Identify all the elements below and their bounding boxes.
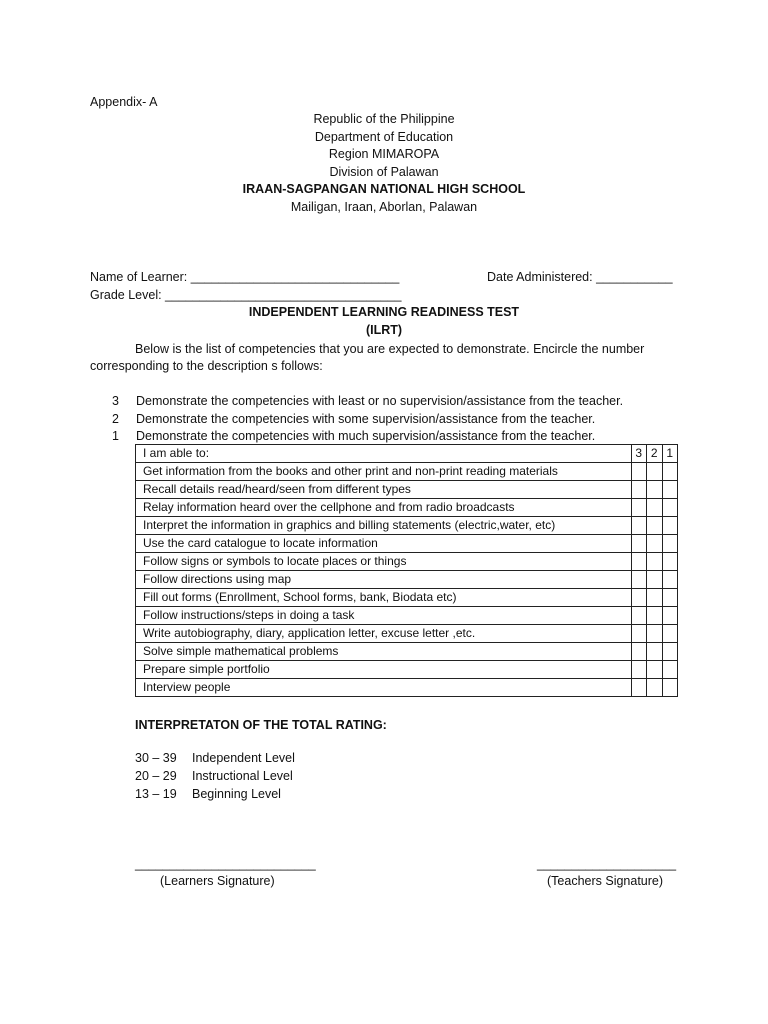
level-description <box>112 410 595 428</box>
rating-legend-item <box>135 749 295 767</box>
score-cell-3[interactable] <box>631 481 646 499</box>
teacher-signature-line[interactable]: ____________________ <box>537 857 677 871</box>
score-cell-3[interactable] <box>631 625 646 643</box>
teacher-signature-label: (Teachers Signature) <box>547 874 664 888</box>
score-cell-3[interactable] <box>631 589 646 607</box>
competency-cell: Interview people <box>136 679 632 697</box>
date-administered-field[interactable]: Date Administered: ___________ <box>487 270 673 284</box>
competency-cell: Relay information heard over the cellphone and from radio broadcasts <box>136 499 632 517</box>
level-text: Demonstrate the competencies with much supervision/assistance from the teacher. <box>136 429 596 443</box>
score-header-2: 2 <box>647 445 662 463</box>
table-row <box>136 607 678 625</box>
score-cell-2[interactable] <box>647 625 662 643</box>
table-header-row <box>136 445 678 463</box>
score-cell-3[interactable] <box>631 517 646 535</box>
table-row <box>136 679 678 697</box>
table-row <box>136 463 678 481</box>
competency-table <box>135 444 678 697</box>
table-row <box>136 553 678 571</box>
score-cell-1[interactable] <box>662 481 678 499</box>
interpretation-title: INTERPRETATON OF THE TOTAL RATING: <box>135 718 387 732</box>
test-abbreviation: (ILRT) <box>365 323 403 337</box>
header-school-name: IRAAN-SAGPANGAN NATIONAL HIGH SCHOOL <box>242 182 526 196</box>
score-cell-3[interactable] <box>631 499 646 517</box>
score-cell-3[interactable] <box>631 661 646 679</box>
appendix-label: Appendix- A <box>90 95 158 109</box>
score-cell-2[interactable] <box>647 553 662 571</box>
name-of-learner-field[interactable]: Name of Learner: ______________________________ <box>90 270 400 284</box>
score-cell-2[interactable] <box>647 571 662 589</box>
table-row <box>136 571 678 589</box>
header-division: Division of Palawan <box>329 164 439 179</box>
table-row <box>136 661 678 679</box>
competency-cell: Follow instructions/steps in doing a task <box>136 607 632 625</box>
level-description <box>112 392 623 410</box>
competency-cell: Recall details read/heard/seen from different types <box>136 481 632 499</box>
document-header <box>0 111 768 216</box>
score-cell-2[interactable] <box>647 517 662 535</box>
score-cell-2[interactable] <box>647 589 662 607</box>
table-row <box>136 499 678 517</box>
competency-cell: Prepare simple portfolio <box>136 661 632 679</box>
header-address: Mailigan, Iraan, Aborlan, Palawan <box>290 199 478 214</box>
score-cell-2[interactable] <box>647 607 662 625</box>
score-cell-2[interactable] <box>647 643 662 661</box>
competency-cell: Write autobiography, diary, application letter, excuse letter ,etc. <box>136 625 632 643</box>
score-cell-1[interactable] <box>662 589 678 607</box>
instructions-line-1: Below is the list of competencies that you are expected to demonstrate. Encircle the number <box>135 342 645 356</box>
competency-cell: Solve simple mathematical problems <box>136 643 632 661</box>
table-row <box>136 481 678 499</box>
score-cell-3[interactable] <box>631 571 646 589</box>
score-cell-1[interactable] <box>662 571 678 589</box>
table-row <box>136 589 678 607</box>
grade-level-field[interactable]: Grade Level: __________________________________ <box>90 288 402 302</box>
level-number: 1 <box>112 429 119 443</box>
competency-cell: Use the card catalogue to locate information <box>136 535 632 553</box>
score-cell-1[interactable] <box>662 499 678 517</box>
score-cell-1[interactable] <box>662 661 678 679</box>
level-text: Demonstrate the competencies with least or no supervision/assistance from the teacher. <box>136 394 624 408</box>
rating-range: 20 – 29 <box>135 769 177 783</box>
rating-level: Instructional Level <box>192 769 293 783</box>
table-row <box>136 625 678 643</box>
score-cell-1[interactable] <box>662 679 678 697</box>
score-header-3: 3 <box>631 445 646 463</box>
competency-cell: Follow signs or symbols to locate places or things <box>136 553 632 571</box>
rating-legend-item <box>135 785 281 803</box>
rating-range: 13 – 19 <box>135 787 177 801</box>
score-cell-2[interactable] <box>647 661 662 679</box>
competency-cell: Interpret the information in graphics and billing statements (electric,water, etc) <box>136 517 632 535</box>
score-cell-3[interactable] <box>631 553 646 571</box>
score-cell-1[interactable] <box>662 553 678 571</box>
table-row <box>136 535 678 553</box>
test-title: INDEPENDENT LEARNING READINESS TEST <box>248 305 520 319</box>
level-number: 2 <box>112 412 119 426</box>
score-cell-1[interactable] <box>662 463 678 481</box>
level-number: 3 <box>112 394 119 408</box>
table-row <box>136 643 678 661</box>
rating-level: Beginning Level <box>192 787 281 801</box>
rating-legend-item <box>135 767 293 785</box>
score-cell-3[interactable] <box>631 463 646 481</box>
score-cell-3[interactable] <box>631 535 646 553</box>
learner-signature-line[interactable]: __________________________ <box>135 857 316 871</box>
score-cell-3[interactable] <box>631 607 646 625</box>
header-republic: Republic of the Philippine <box>313 112 455 126</box>
instructions-line-2: corresponding to the description s follows: <box>90 359 323 373</box>
level-description <box>112 427 595 445</box>
table-row <box>136 517 678 535</box>
score-cell-2[interactable] <box>647 499 662 517</box>
rating-range: 30 – 39 <box>135 751 177 765</box>
score-cell-2[interactable] <box>647 481 662 499</box>
score-cell-2[interactable] <box>647 535 662 553</box>
score-cell-2[interactable] <box>647 463 662 481</box>
score-cell-3[interactable] <box>631 643 646 661</box>
competency-cell: Get information from the books and other print and non-print reading materials <box>136 463 632 481</box>
level-text: Demonstrate the competencies with some supervision/assistance from the teacher. <box>136 412 596 426</box>
header-department: Department of Education <box>314 129 454 144</box>
score-cell-1[interactable] <box>662 607 678 625</box>
score-cell-1[interactable] <box>662 643 678 661</box>
score-header-1: 1 <box>662 445 678 463</box>
score-cell-1[interactable] <box>662 517 678 535</box>
competency-cell: Follow directions using map <box>136 571 632 589</box>
header-region: Region MIMAROPA <box>328 147 440 161</box>
score-cell-1[interactable] <box>662 535 678 553</box>
score-cell-1[interactable] <box>662 625 678 643</box>
learner-signature-label: (Learners Signature) <box>160 874 275 888</box>
table-header-competency: I am able to: <box>136 445 632 463</box>
rating-level: Independent Level <box>192 751 295 765</box>
score-cell-2[interactable] <box>647 679 662 697</box>
competency-cell: Fill out forms (Enrollment, School forms, bank, Biodata etc) <box>136 589 632 607</box>
score-cell-3[interactable] <box>631 679 646 697</box>
